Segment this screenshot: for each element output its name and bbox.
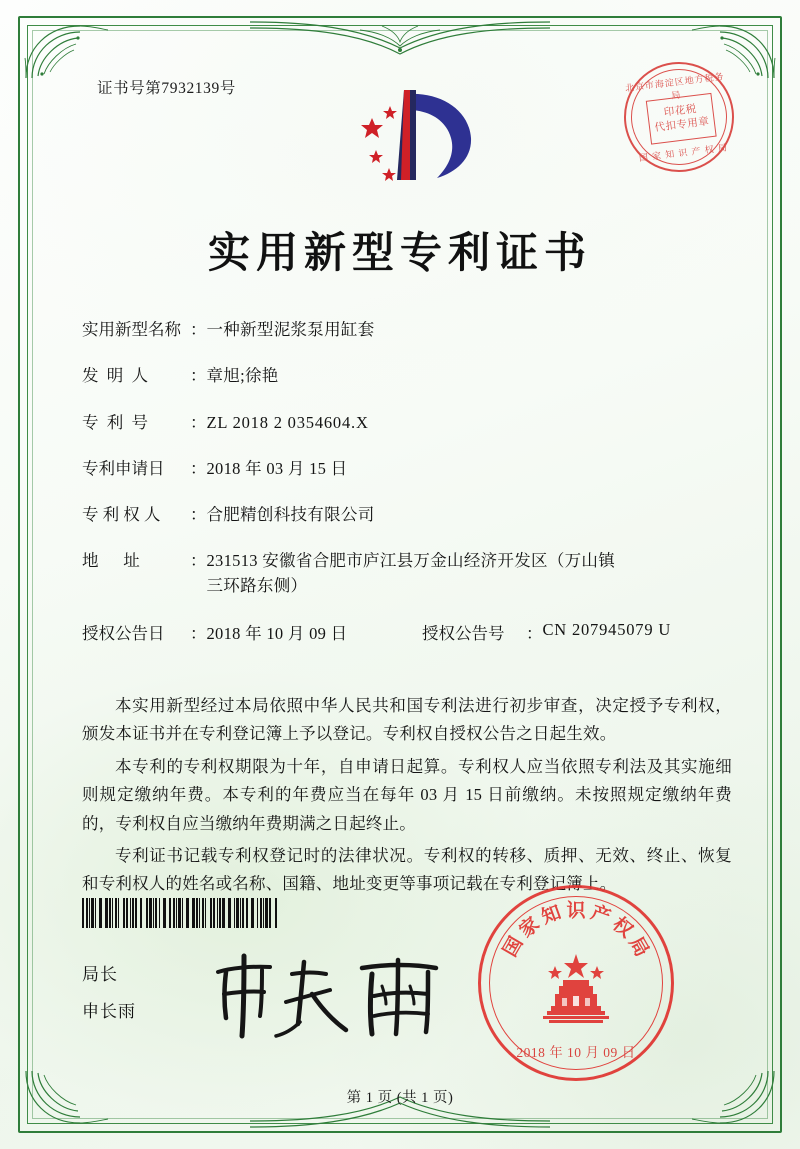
address-line-1: 231513 安徽省合肥市庐江县万金山经济开发区（万山镇 [206, 551, 616, 571]
tax-stamp [618, 56, 741, 179]
field-label: 授权公告号 [422, 624, 505, 644]
field-list [82, 318, 730, 644]
field-value-utility-model-name: 一种新型泥浆泵用缸套 [206, 320, 375, 339]
legal-paragraph-2: 本专利的专利权期限为十年，自申请日起算。专利权人应当依照专利法及其实施细则规定缴纳年费。本专利的年费应当在每年 03 月 15 日前缴纳。未按照规定缴纳年费的，专利权自应当缴纳年费期满之日起终止。 [82, 756, 732, 833]
field-row [82, 503, 730, 528]
signature-block [82, 960, 136, 1034]
field-label: 地 址 [82, 551, 140, 571]
field-value-patent-number: ZL 2018 2 0354604.X [206, 412, 369, 432]
page-footer: 第 1 页 (共 1 页) [346, 1090, 454, 1106]
seal-star-icon [576, 922, 577, 940]
field-label: 授权公告日 [82, 624, 165, 644]
official-seal-stamp: 国 家 知 识 产 权 局 2018 年 10 月 09 日 [478, 885, 674, 1081]
commissioner-role-label: 局长 [82, 965, 118, 984]
field-value-address [207, 549, 731, 599]
field-colon: ： [190, 551, 207, 571]
field-label: 专利申请日 [82, 458, 165, 478]
field-colon: ： [190, 320, 207, 339]
field-colon: ： [190, 624, 207, 644]
handwritten-signature-icon [200, 950, 460, 1042]
field-colon: ： [526, 624, 543, 644]
field-label: 专 利 权 人 [82, 505, 161, 524]
field-value-inventors: 章旭;徐艳 [206, 366, 279, 386]
field-value-grant-date: 2018 年 10 月 09 日 [206, 624, 348, 644]
certificate-number: 证书号第7932139号 [97, 80, 236, 97]
top-center-ornament [250, 14, 550, 65]
seal-date: 2018 年 10 月 09 日 [516, 1045, 636, 1060]
sipo-logo-icon [345, 88, 475, 188]
page-title: 实用新型专利证书 [207, 228, 592, 277]
field-row-grant-date [82, 620, 422, 644]
field-row [82, 318, 730, 343]
legal-paragraph-1: 本实用新型经过本局依照中华人民共和国专利法进行初步审查，决定授予专利权，颁发本证书并在专利登记簿上予以登记。专利权自授权公告之日起生效。 [82, 696, 732, 744]
field-row [82, 457, 730, 482]
field-value-patentee: 合肥精创科技有限公司 [206, 505, 375, 524]
field-colon: ： [190, 412, 207, 432]
tax-stamp-arc-top: 北京市海淀区地方税务局 [624, 71, 725, 101]
certificate-content [60, 60, 740, 1106]
field-value-application-date: 2018 年 03 月 15 日 [206, 458, 348, 478]
commissioner-name: 申长雨 [82, 1002, 136, 1021]
field-label: 实用新型名称 [82, 320, 181, 339]
field-label: 专 利 号 [82, 412, 148, 432]
field-value-publication-number: CN 207945079 U [542, 620, 672, 640]
legal-text-block [82, 692, 732, 903]
field-row [82, 411, 730, 436]
field-row [82, 364, 730, 389]
field-row-split [82, 620, 730, 644]
field-row-publication-number [422, 620, 730, 644]
tax-stamp-arc-bottom: 国 家 知 识 产 权 局 [638, 142, 729, 164]
field-colon: ： [190, 366, 207, 386]
field-row [82, 549, 730, 599]
national-emblem-icon [533, 950, 619, 1041]
field-colon: ： [190, 458, 207, 478]
tax-stamp-line2: 代扣专用章 [654, 116, 710, 135]
field-colon: ： [190, 505, 207, 524]
tax-stamp-line1: 印花税 [663, 103, 698, 119]
field-label: 发 明 人 [82, 366, 148, 386]
legal-paragraph-3: 专利证书记载专利权登记时的法律状况。专利权的转移、质押、无效、终止、恢复和专利权人的姓名或名称、国籍、地址变更等事项记载在专利登记簿上。 [82, 845, 732, 894]
address-line-2: 三环路东侧） [206, 576, 308, 595]
barcode [82, 898, 314, 928]
